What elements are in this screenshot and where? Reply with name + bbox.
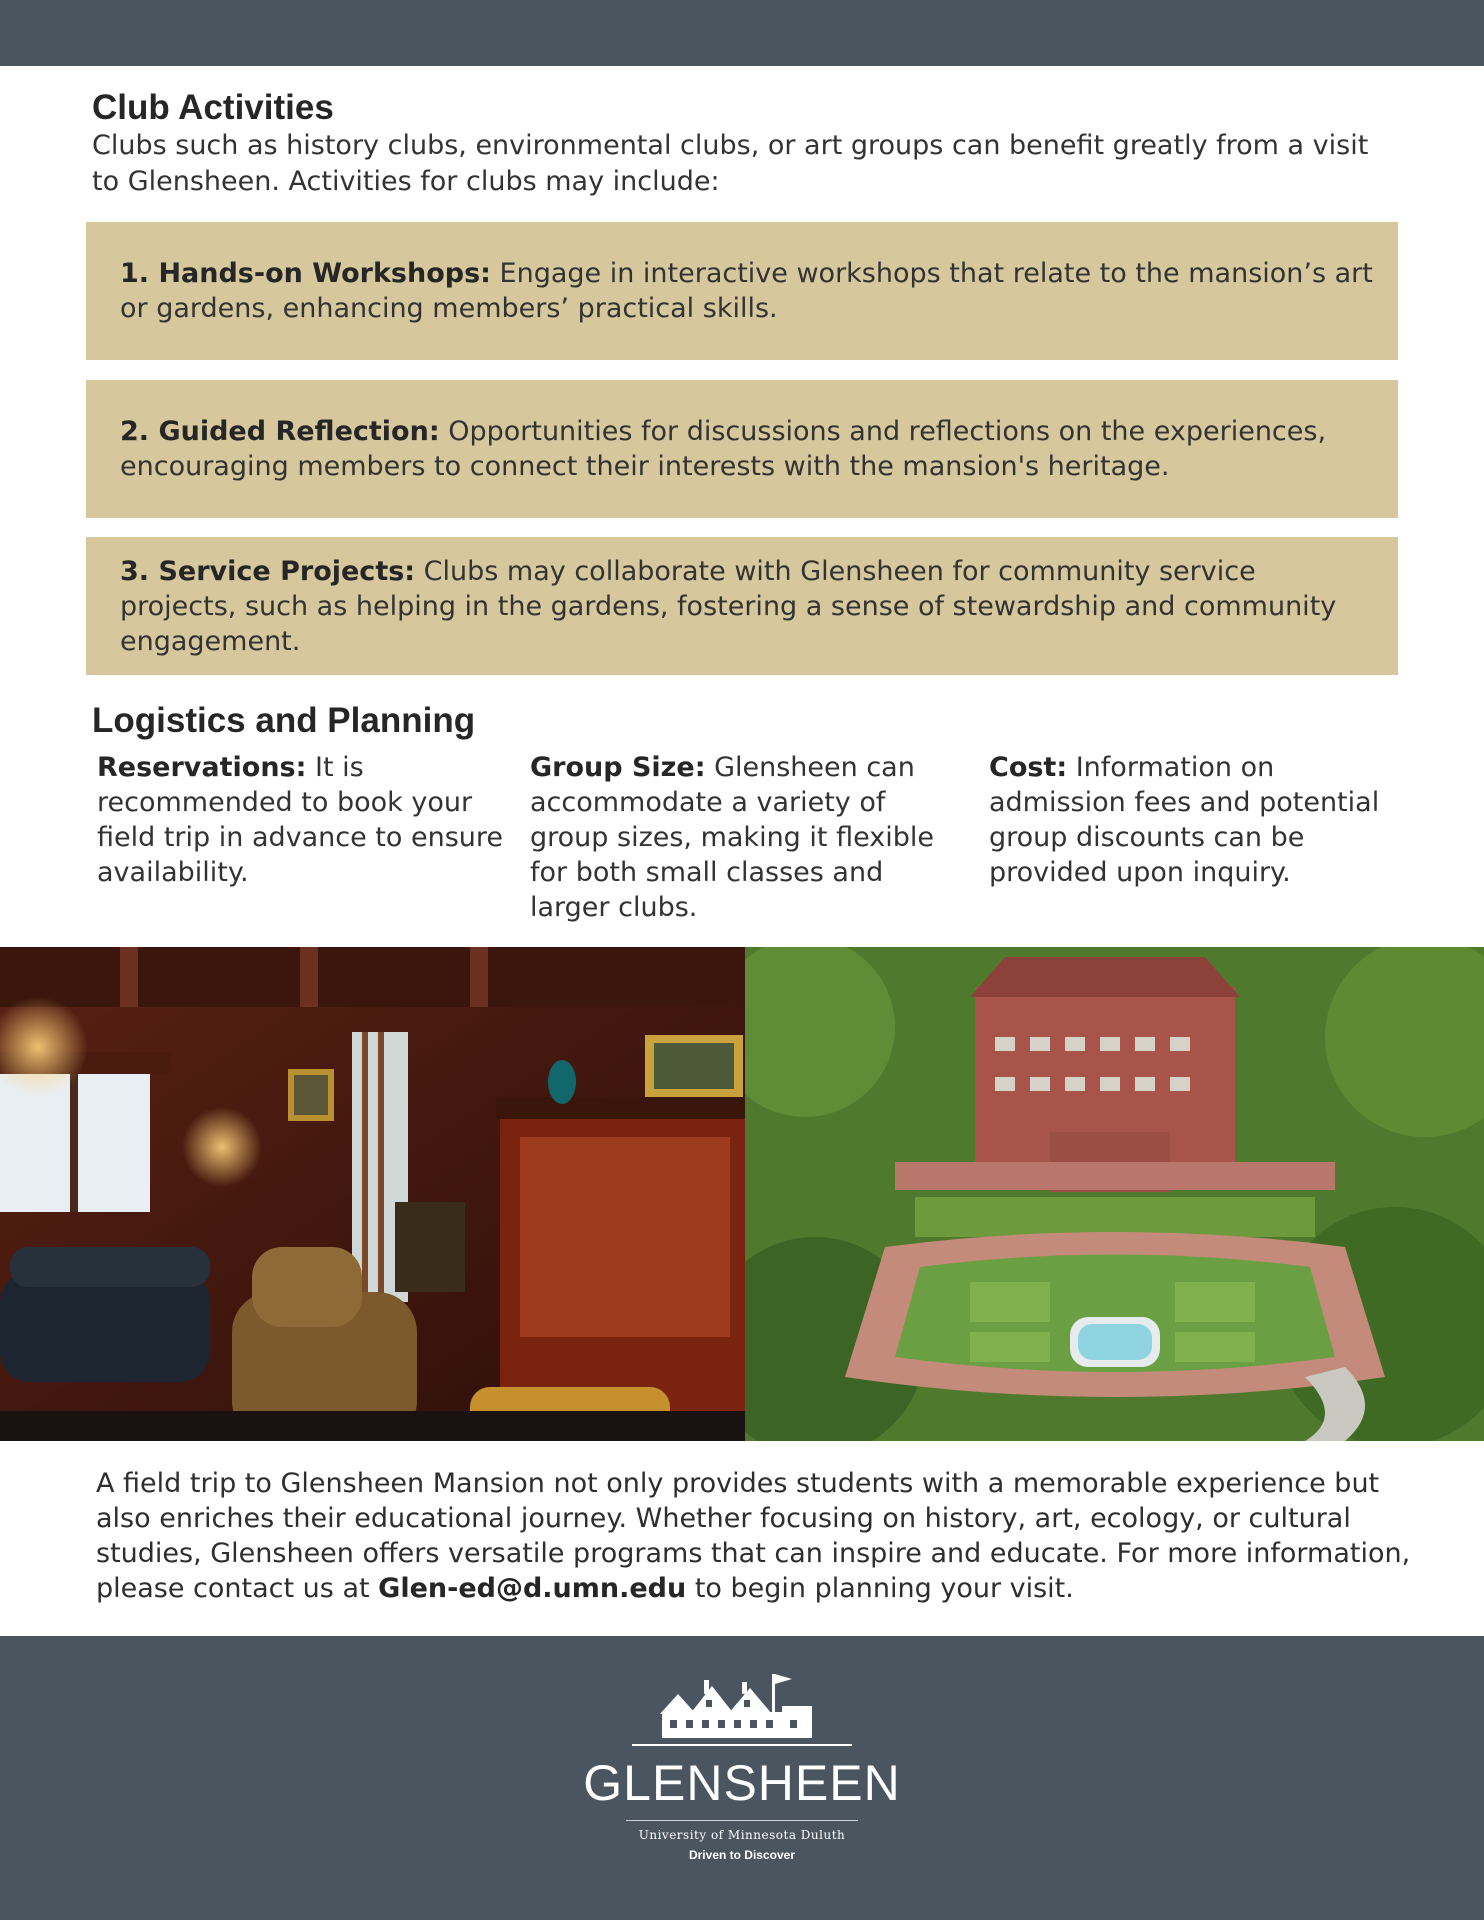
top-bar (0, 0, 1484, 66)
club-intro-text: Clubs such as history clubs, environmental clubs, or art groups can benefit greatly from a visit to Glensheen. Activities for clubs may include: (92, 130, 1369, 197)
activity-description: Opportunities for discussions and reflections on the experiences, encouraging members to connect their interests with the mansion's heritage. (120, 416, 1327, 482)
logo-wordmark: GLENSHEEN (583, 1755, 901, 1811)
logistics-reservations (97, 750, 509, 890)
logistics-label: Group Size: (530, 752, 706, 783)
logistics-heading: Logistics and Planning (92, 701, 476, 740)
aerial-mansion-photo (745, 947, 1484, 1441)
closing-paragraph (96, 1466, 1416, 1606)
logistics-group-size (530, 750, 950, 925)
logistics-cost (989, 750, 1409, 890)
activity-box-service (86, 537, 1398, 675)
activity-description: Engage in interactive workshops that relate to the mansion’s art or gardens, enhancing members’ practical skills. (120, 258, 1373, 324)
logo-divider (626, 1820, 858, 1821)
logo-university: University of Minnesota Duluth (638, 1828, 846, 1842)
activity-label: 1. Hands-on Workshops: (120, 258, 491, 289)
activity-box-workshops (86, 222, 1398, 360)
interior-photo (0, 947, 745, 1441)
club-activities-heading: Club Activities (92, 88, 334, 127)
closing-text: A field trip to Glensheen Mansion not only provides students with a memorable experience but also enriches their educational journey. Whether focusing on history, art, ecology, or cultural studies, Glensheen offers versatile programs that can inspire and educate. For more information, please contact us at (96, 1468, 1411, 1604)
glensheen-logo (560, 1670, 924, 1900)
logistics-text: It is recommended to book your field trip in advance to ensure availability. (97, 752, 504, 888)
activity-text (120, 414, 1378, 484)
logistics-text: Glensheen can accommodate a variety of group sizes, making it flexible for both small classes and larger clubs. (530, 752, 934, 923)
logistics-text: Information on admission fees and potential group discounts can be provided upon inquiry. (989, 752, 1380, 888)
activity-box-reflection (86, 380, 1398, 518)
activity-label: 2. Guided Reflection: (120, 416, 440, 447)
activity-label: 3. Service Projects: (120, 555, 416, 587)
activity-text (120, 554, 1378, 659)
mansion-logo-icon (632, 1670, 852, 1752)
contact-email[interactable]: Glen-ed@d.umn.edu (378, 1573, 687, 1604)
activity-description: Clubs may collaborate with Glensheen for community service projects, such as helping in the gardens, fostering a sense of stewardship and community engagement. (120, 555, 1337, 657)
logo-tagline: Driven to Discover (688, 1848, 796, 1862)
activity-text (120, 256, 1378, 326)
closing-text-end: to begin planning your visit. (686, 1573, 1074, 1604)
logistics-label: Cost: (989, 752, 1068, 783)
logistics-label: Reservations: (97, 752, 307, 783)
